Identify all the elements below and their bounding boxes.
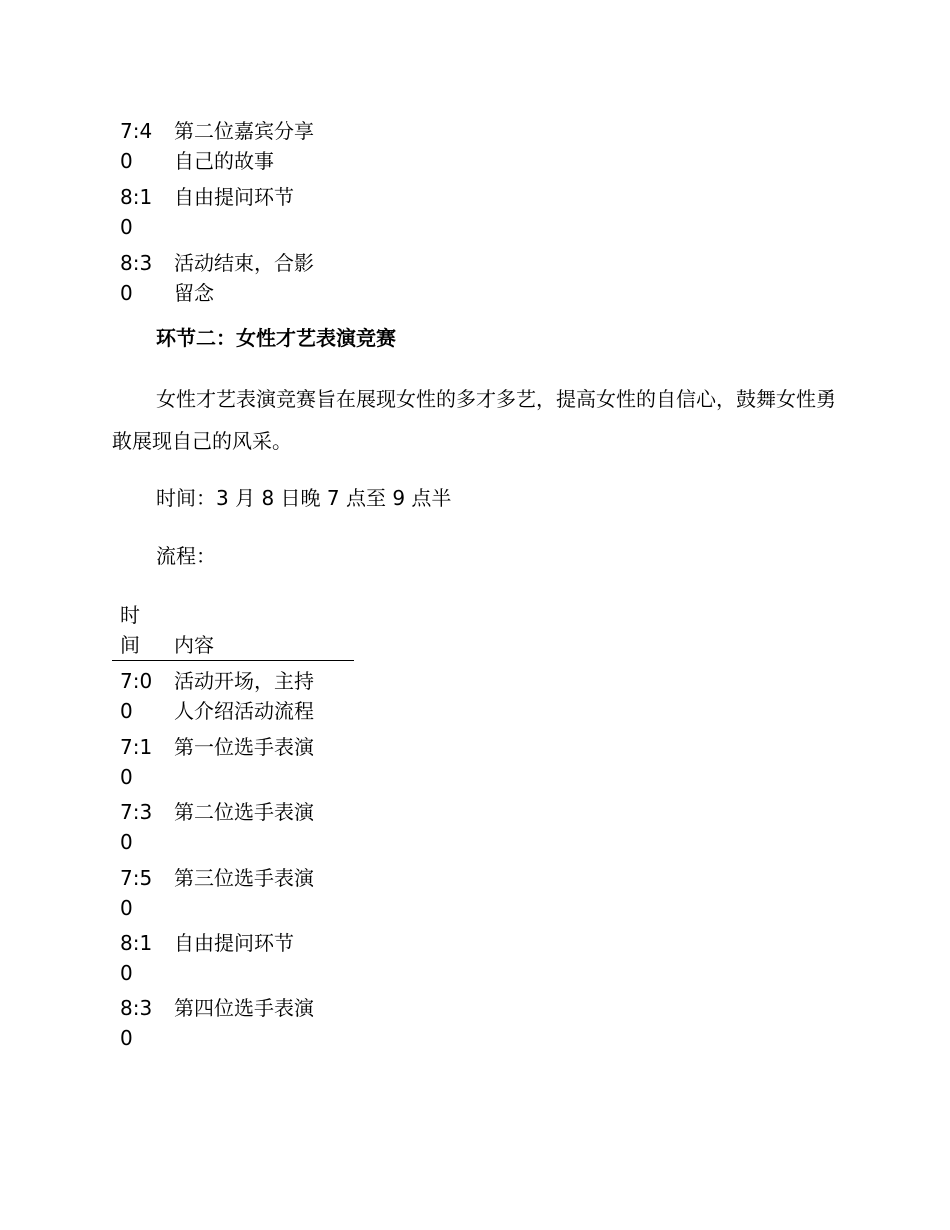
content-line: 第一位选手表演	[174, 735, 314, 759]
time-line: 7:0	[120, 669, 153, 693]
table1-row-content	[174, 182, 344, 212]
time-line: 7:1	[120, 735, 153, 759]
table2-row-time	[120, 666, 160, 726]
time-line: 0	[120, 765, 133, 789]
content-line: 自由提问环节	[174, 185, 294, 209]
table2-header-time	[120, 600, 160, 660]
time-line: 0	[120, 215, 133, 239]
time-line: 7:3	[120, 800, 153, 824]
content-line: 第二位选手表演	[174, 800, 314, 824]
content-line: 第二位嘉宾分享	[174, 119, 314, 143]
process-label: 流程：	[156, 544, 216, 568]
content-line: 第四位选手表演	[174, 996, 314, 1020]
table2-row-content	[174, 928, 344, 958]
table2-row-content	[174, 732, 344, 762]
table2-row-content	[174, 863, 344, 893]
time-line: 7:4	[120, 119, 153, 143]
time-line: 0	[120, 961, 133, 985]
time-line: 8:1	[120, 185, 153, 209]
header-line: 间	[120, 633, 140, 657]
table2-row-content	[174, 666, 344, 726]
time-line: 8:1	[120, 931, 153, 955]
content-line: 留念	[174, 281, 214, 305]
table2-header-content: 内容	[174, 633, 214, 657]
section-description: 女性才艺表演竞赛旨在展现女性的多才多艺，提高女性的自信心，鼓舞女性勇敢展现自己的风采。	[112, 387, 836, 453]
content-line: 第三位选手表演	[174, 866, 314, 890]
time-line: 0	[120, 699, 133, 723]
section-heading: 环节二：女性才艺表演竞赛	[156, 326, 396, 350]
table1-row-time	[120, 116, 160, 176]
table1-row-time	[120, 248, 160, 308]
time-line: 0	[120, 149, 133, 173]
table2-row-time	[120, 863, 160, 923]
content-line: 活动结束，合影	[174, 251, 314, 275]
event-time: 时间：3 月 8 日晚 7 点至 9 点半	[156, 486, 452, 510]
time-line: 8:3	[120, 996, 153, 1020]
table1-row-content	[174, 116, 344, 176]
content-line: 自己的故事	[174, 149, 274, 173]
time-line: 7:5	[120, 866, 153, 890]
table2-row-content	[174, 993, 344, 1023]
content-line: 人介绍活动流程	[174, 699, 314, 723]
table2-row-time	[120, 928, 160, 988]
time-line: 8:3	[120, 251, 153, 275]
time-line: 0	[120, 281, 133, 305]
time-line: 0	[120, 830, 133, 854]
table2-row-time	[120, 993, 160, 1053]
table2-row-time	[120, 797, 160, 857]
table1-row-content	[174, 248, 344, 308]
table-header-rule	[112, 660, 354, 661]
table2-row-content	[174, 797, 344, 827]
table1-row-time	[120, 182, 160, 242]
time-line: 0	[120, 896, 133, 920]
time-line: 0	[120, 1026, 133, 1050]
header-line: 时	[120, 603, 140, 627]
content-line: 自由提问环节	[174, 931, 294, 955]
table2-row-time	[120, 732, 160, 792]
content-line: 活动开场，主持	[174, 669, 314, 693]
